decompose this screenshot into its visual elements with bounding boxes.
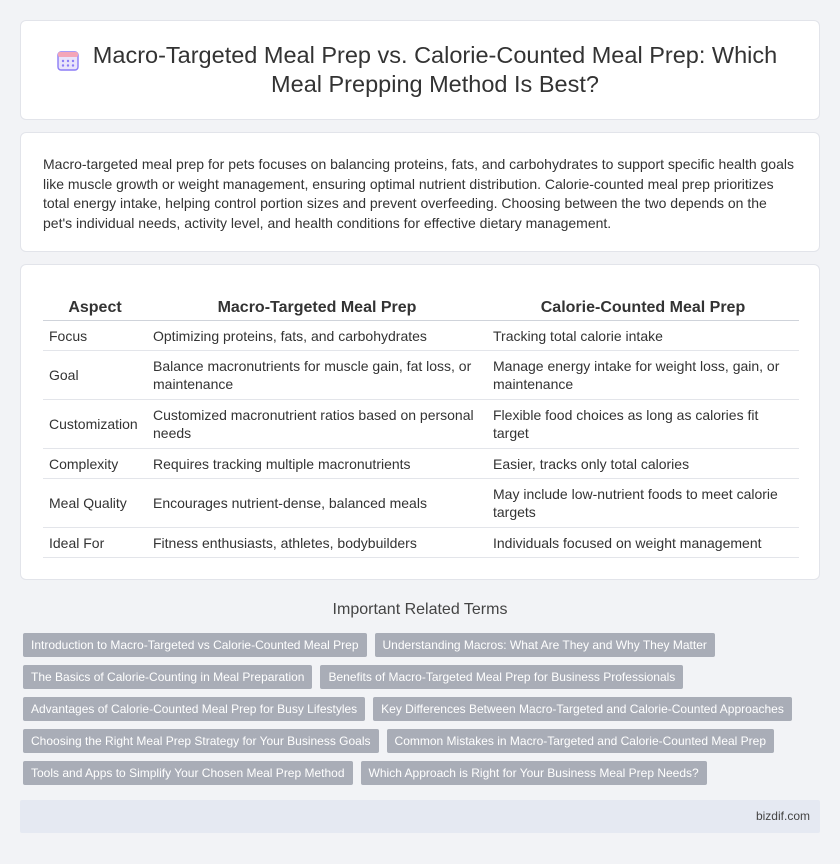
- table-row: [43, 479, 799, 528]
- related-term-tag[interactable]: Tools and Apps to Simplify Your Chosen Meal Prep Method: [23, 761, 353, 785]
- related-terms-title: Important Related Terms: [332, 601, 508, 618]
- table-cell: Goal: [43, 351, 147, 400]
- related-term-tag[interactable]: Understanding Macros: What Are They and Why They Matter: [375, 633, 715, 657]
- table-row: [43, 321, 799, 351]
- header-calorie: Calorie-Counted Meal Prep: [487, 297, 799, 321]
- table-cell: Customized macronutrient ratios based on personal needs: [147, 400, 487, 449]
- intro-paragraph: Macro-targeted meal prep for pets focuses on balancing proteins, fats, and carbohydrates to support specific health goals like muscle growth or weight management, ensuring optimal nutrient distribution. Calorie-counted meal prep prioritizes total energy intake, helping control portion sizes and prevent overfeeding. Choosing between the two depends on the pet's individual needs, activity level, and health conditions for effective dietary management.: [43, 156, 794, 231]
- table-cell: Balance macronutrients for muscle gain, fat loss, or maintenance: [147, 351, 487, 400]
- related-term-tag[interactable]: Choosing the Right Meal Prep Strategy for Your Business Goals: [23, 729, 379, 753]
- table-cell: Ideal For: [43, 528, 147, 558]
- table-cell: Encourages nutrient-dense, balanced meals: [147, 479, 487, 528]
- header-card: [20, 20, 820, 120]
- table-cell: Flexible food choices as long as calories fit target: [487, 400, 799, 449]
- table-row: [43, 449, 799, 479]
- table-row: [43, 351, 799, 400]
- related-term-tag[interactable]: Common Mistakes in Macro-Targeted and Calorie-Counted Meal Prep: [387, 729, 775, 753]
- comparison-card: [20, 264, 820, 580]
- related-term-tag[interactable]: Key Differences Between Macro-Targeted and Calorie-Counted Approaches: [373, 697, 792, 721]
- page-title: Macro-Targeted Meal Prep vs. Calorie-Counted Meal Prep: Which Meal Prepping Method Is Best?: [92, 42, 778, 97]
- related-term-tag[interactable]: Introduction to Macro-Targeted vs Calorie-Counted Meal Prep: [23, 633, 367, 657]
- header-aspect: Aspect: [43, 297, 147, 321]
- table-cell: Meal Quality: [43, 479, 147, 528]
- table-header-row: [43, 297, 799, 321]
- related-term-tag[interactable]: Benefits of Macro-Targeted Meal Prep for Business Professionals: [320, 665, 683, 689]
- comparison-table: [43, 297, 799, 558]
- footer-bar: [20, 800, 820, 833]
- table-cell: Optimizing proteins, fats, and carbohydrates: [147, 321, 487, 351]
- table-cell: Fitness enthusiasts, athletes, bodybuilders: [147, 528, 487, 558]
- intro-card: [20, 132, 820, 252]
- related-term-tag[interactable]: The Basics of Calorie-Counting in Meal Preparation: [23, 665, 312, 689]
- table-cell: Easier, tracks only total calories: [487, 449, 799, 479]
- related-terms-list: [23, 633, 823, 793]
- footer-site-link[interactable]: bizdif.com: [755, 809, 810, 823]
- header-macro: Macro-Targeted Meal Prep: [147, 297, 487, 321]
- table-row: [43, 400, 799, 449]
- table-cell: Requires tracking multiple macronutrients: [147, 449, 487, 479]
- table-row: [43, 528, 799, 558]
- table-cell: Customization: [43, 400, 147, 449]
- table-cell: Tracking total calorie intake: [487, 321, 799, 351]
- table-cell: Individuals focused on weight management: [487, 528, 799, 558]
- table-cell: Manage energy intake for weight loss, gain, or maintenance: [487, 351, 799, 400]
- related-term-tag[interactable]: Which Approach is Right for Your Business Meal Prep Needs?: [361, 761, 707, 785]
- related-term-tag[interactable]: Advantages of Calorie-Counted Meal Prep for Busy Lifestyles: [23, 697, 365, 721]
- table-cell: Complexity: [43, 449, 147, 479]
- table-cell: May include low-nutrient foods to meet calorie targets: [487, 479, 799, 528]
- table-cell: Focus: [43, 321, 147, 351]
